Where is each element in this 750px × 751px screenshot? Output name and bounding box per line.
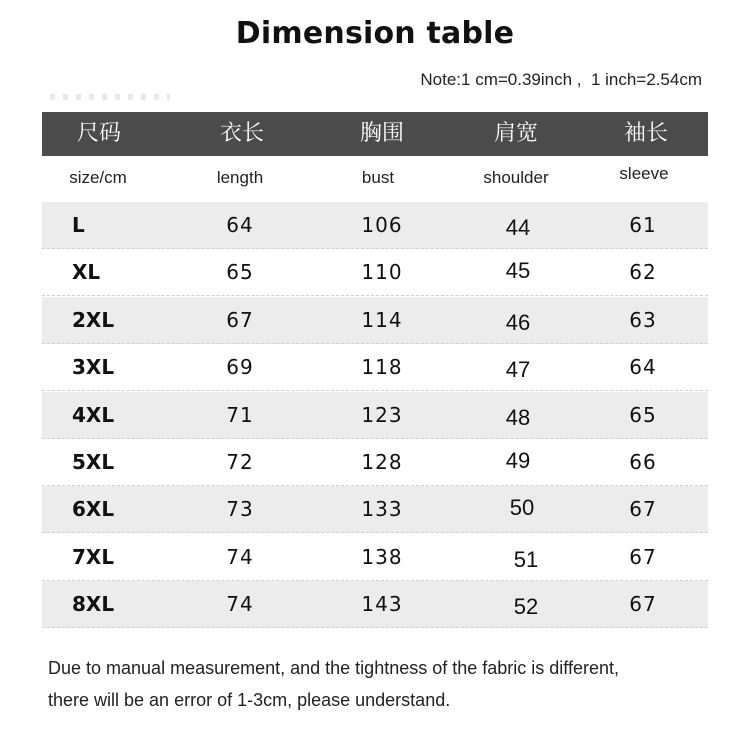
cell-size: 6XL: [72, 497, 115, 522]
table-row: [42, 297, 708, 344]
cell-sleeve: 62: [629, 260, 657, 285]
cell-sleeve: 61: [629, 213, 657, 237]
cell-bust: 114: [361, 307, 403, 332]
cell-bust: 143: [361, 592, 403, 617]
cell-shoulder: 49: [505, 448, 531, 473]
header-size-cn: 尺码: [76, 121, 121, 146]
cell-shoulder: 50: [509, 495, 535, 521]
cell-sleeve: 63: [629, 307, 657, 332]
cell-length: 71: [226, 402, 254, 427]
cell-shoulder: 47: [505, 357, 531, 383]
table-row: [42, 534, 708, 581]
measurement-disclaimer: [48, 652, 728, 716]
cell-shoulder: 51: [513, 546, 539, 572]
table-row: [42, 344, 708, 391]
header-length-cn: 衣长: [219, 121, 264, 146]
cell-sleeve: 66: [629, 450, 657, 474]
cell-length: 69: [226, 355, 254, 380]
page-title: Dimension table: [235, 16, 515, 51]
disclaimer-line-1: Due to manual measurement, and the tightness of the fabric is different,: [48, 658, 619, 678]
cell-bust: 138: [361, 544, 403, 569]
unit-conversion-note: Note:1 cm=0.39inch , 1 inch=2.54cm: [420, 70, 702, 89]
cell-bust: 118: [361, 355, 403, 380]
table-row: [42, 486, 708, 533]
cell-sleeve: 67: [629, 592, 657, 617]
cell-sleeve: 65: [629, 402, 657, 427]
cell-shoulder: 48: [505, 404, 531, 430]
table-row: [42, 392, 708, 439]
cell-shoulder: 45: [505, 258, 531, 284]
cell-length: 67: [226, 307, 254, 332]
cell-sleeve: 64: [629, 355, 657, 380]
cell-bust: 123: [361, 402, 403, 427]
cell-size: 3XL: [72, 355, 115, 380]
subheader-size: size/cm: [69, 168, 127, 187]
cell-size: 4XL: [72, 402, 115, 427]
cell-size: L: [72, 213, 85, 237]
cell-bust: 106: [361, 213, 403, 237]
decorative-dots: [50, 94, 170, 100]
cell-length: 73: [226, 497, 254, 522]
table-row: [42, 439, 708, 486]
cell-bust: 128: [361, 450, 403, 474]
cell-length: 65: [226, 260, 254, 285]
cell-size: 2XL: [72, 307, 115, 332]
cell-bust: 133: [361, 497, 403, 522]
row-separator: [42, 627, 708, 628]
cell-shoulder: 46: [505, 309, 531, 335]
cell-size: 5XL: [72, 450, 115, 474]
cell-size: 8XL: [72, 592, 115, 617]
cell-size: XL: [72, 260, 101, 285]
cell-length: 74: [226, 592, 254, 617]
table-row: [42, 202, 708, 249]
table-row: [42, 581, 708, 628]
cell-length: 74: [226, 544, 254, 569]
cell-bust: 110: [361, 260, 403, 285]
disclaimer-line-2: there will be an error of 1-3cm, please understand.: [48, 690, 451, 710]
header-bust-cn: 胸围: [359, 121, 404, 146]
cell-shoulder: 44: [505, 215, 531, 240]
cell-sleeve: 67: [629, 497, 657, 522]
table-row: [42, 249, 708, 296]
subheader-shoulder: shoulder: [483, 168, 549, 187]
subheader-sleeve: sleeve: [619, 164, 669, 183]
header-shoulder-cn: 肩宽: [493, 121, 538, 146]
cell-sleeve: 67: [629, 544, 657, 569]
subheader-length: length: [216, 168, 264, 187]
cell-size: 7XL: [72, 544, 115, 569]
header-sleeve-cn: 袖长: [623, 121, 668, 146]
cell-length: 64: [226, 213, 254, 237]
cell-shoulder: 52: [513, 594, 539, 620]
cell-length: 72: [226, 450, 254, 474]
subheader-bust: bust: [361, 168, 395, 187]
